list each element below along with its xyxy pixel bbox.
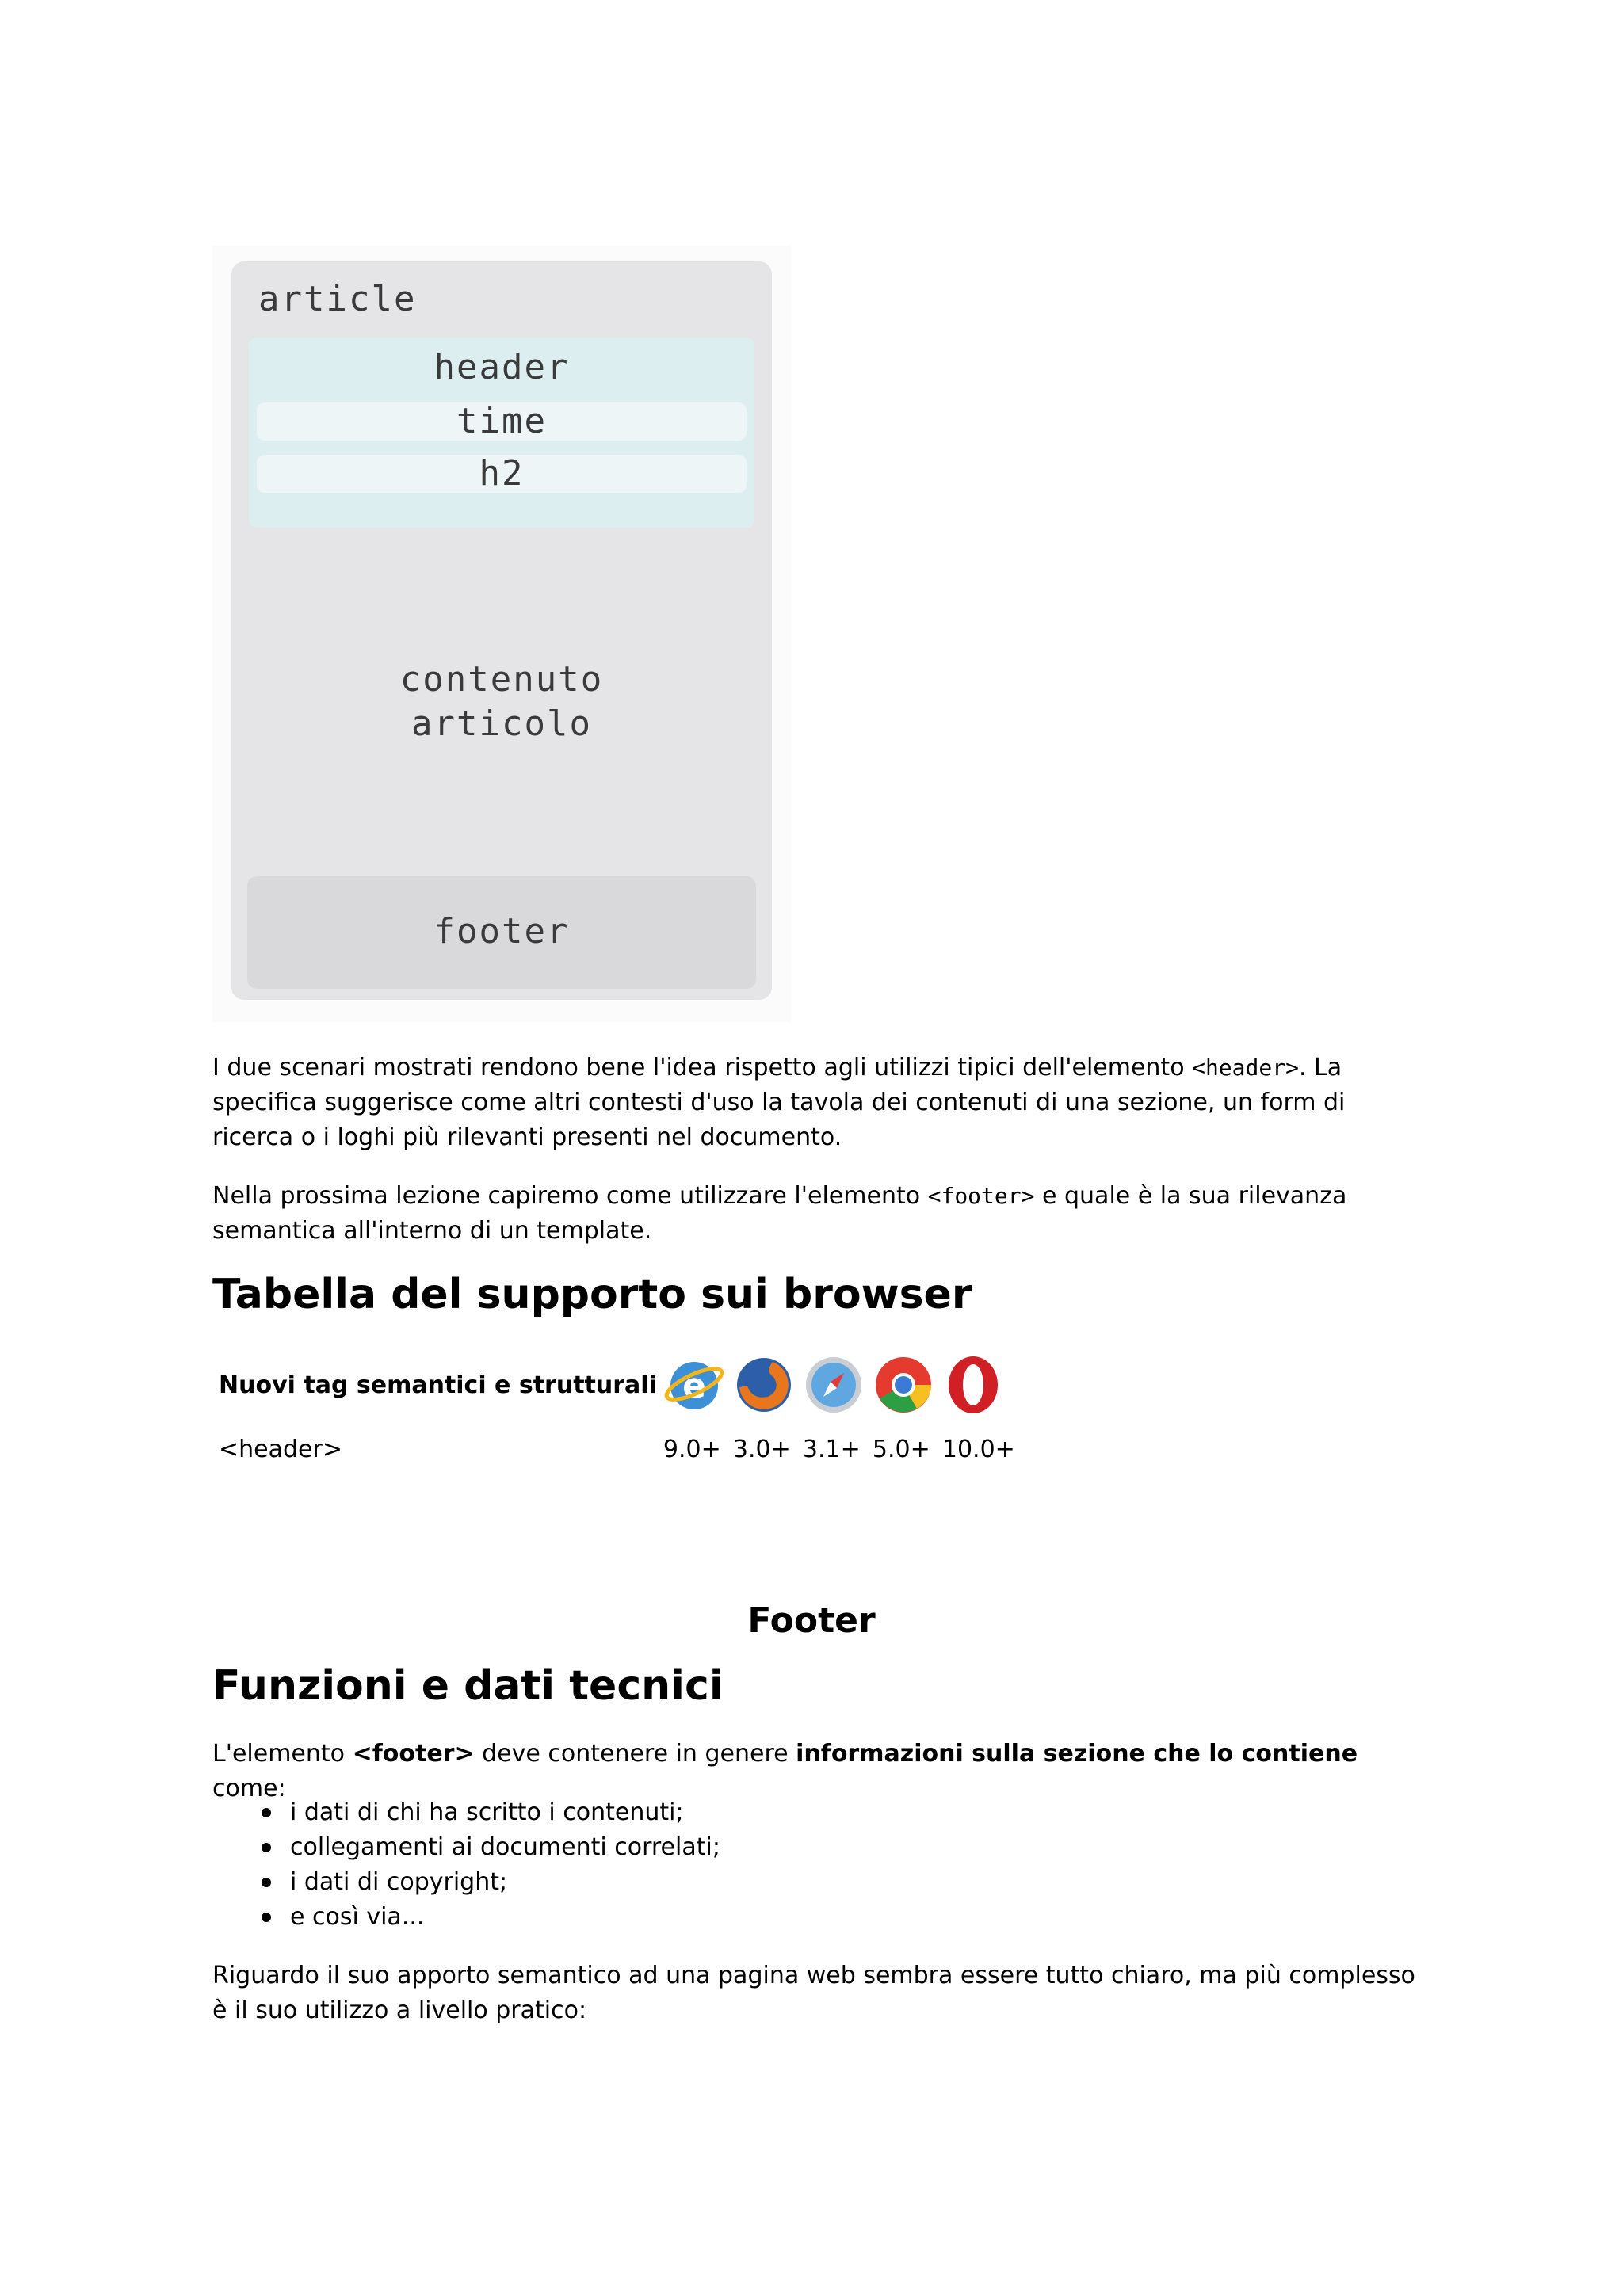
content-label-line2: articolo bbox=[411, 704, 592, 744]
safari-version: 3.1+ bbox=[802, 1436, 861, 1463]
list-item: collegamenti ai documenti correlati; bbox=[262, 1830, 720, 1865]
firefox-icon bbox=[733, 1354, 795, 1416]
article-structure-diagram bbox=[212, 246, 791, 1022]
opera-icon bbox=[942, 1354, 1004, 1416]
para2-text-end: e quale è la sua rilevanza semantica all'interno di un template. bbox=[212, 1182, 1347, 1245]
versions-cell bbox=[663, 1425, 1018, 1463]
browser-support-table bbox=[212, 1345, 1018, 1463]
h2-box bbox=[257, 455, 747, 493]
safari-icon bbox=[803, 1354, 865, 1416]
footer-code: <footer> bbox=[927, 1183, 1035, 1209]
content-label-line1: contenuto bbox=[399, 659, 604, 700]
browser-icons-cell bbox=[663, 1345, 1018, 1425]
support-heading: Tabella del supporto sui browser bbox=[212, 1271, 972, 1318]
chrome-version: 5.0+ bbox=[872, 1436, 930, 1463]
time-box bbox=[257, 402, 747, 441]
internet-explorer-icon bbox=[663, 1354, 725, 1416]
para3-text1: L'elemento bbox=[212, 1740, 353, 1768]
article-box bbox=[231, 261, 772, 1000]
header-box bbox=[249, 338, 754, 528]
opera-version: 10.0+ bbox=[941, 1436, 1015, 1463]
table-row bbox=[212, 1425, 1018, 1463]
list-item: i dati di copyright; bbox=[262, 1865, 720, 1900]
header-label: header bbox=[433, 347, 570, 387]
row-label: <header> bbox=[219, 1436, 342, 1463]
list-item: i dati di chi ha scritto i contenuti; bbox=[262, 1795, 720, 1830]
next-lesson-paragraph bbox=[212, 1179, 1417, 1249]
para2-text: Nella prossima lezione capiremo come utilizzare l'elemento bbox=[212, 1182, 928, 1210]
section-heading: Funzioni e dati tecnici bbox=[212, 1662, 724, 1710]
usage-paragraph: Riguardo il suo apporto semantico ad una pagina web sembra essere tutto chiaro, ma più complesso è il suo utilizzo a livello pratico: bbox=[212, 1962, 1415, 2024]
para3-text3: come: bbox=[212, 1775, 286, 1802]
header-code: <header> bbox=[1192, 1055, 1299, 1081]
list-item: e così via... bbox=[262, 1900, 720, 1935]
time-label: time bbox=[456, 401, 547, 441]
footer-contents-list bbox=[262, 1795, 720, 1935]
chrome-icon bbox=[873, 1354, 934, 1416]
content-label bbox=[231, 658, 772, 746]
para3-text2: deve contenere in genere bbox=[474, 1740, 796, 1768]
table-header-row bbox=[212, 1345, 1018, 1425]
h2-label: h2 bbox=[479, 453, 525, 494]
firefox-version: 3.0+ bbox=[732, 1436, 791, 1463]
footer-title: Footer bbox=[747, 1600, 876, 1641]
svg-text:e: e bbox=[682, 1366, 706, 1406]
table-column-header: Nuovi tag semantici e strutturali bbox=[219, 1371, 657, 1399]
ie-version: 9.0+ bbox=[663, 1436, 721, 1463]
footer-label: footer bbox=[433, 911, 570, 952]
section-info-bold: informazioni sulla sezione che lo contiene bbox=[796, 1740, 1358, 1768]
footer-tag-bold: <footer> bbox=[352, 1740, 475, 1768]
intro-paragraph bbox=[212, 1051, 1417, 1155]
para1-text-end: . La specifica suggerisce come altri contesti d'uso la tavola dei contenuti di una sezione, un form di ricerca o i loghi più rilevanti presenti nel documento. bbox=[212, 1054, 1346, 1151]
footer-box bbox=[247, 876, 756, 989]
para1-text: I due scenari mostrati rendono bene l'idea rispetto agli utilizzi tipici dell'elemento bbox=[212, 1054, 1193, 1081]
article-label: article bbox=[258, 279, 417, 319]
